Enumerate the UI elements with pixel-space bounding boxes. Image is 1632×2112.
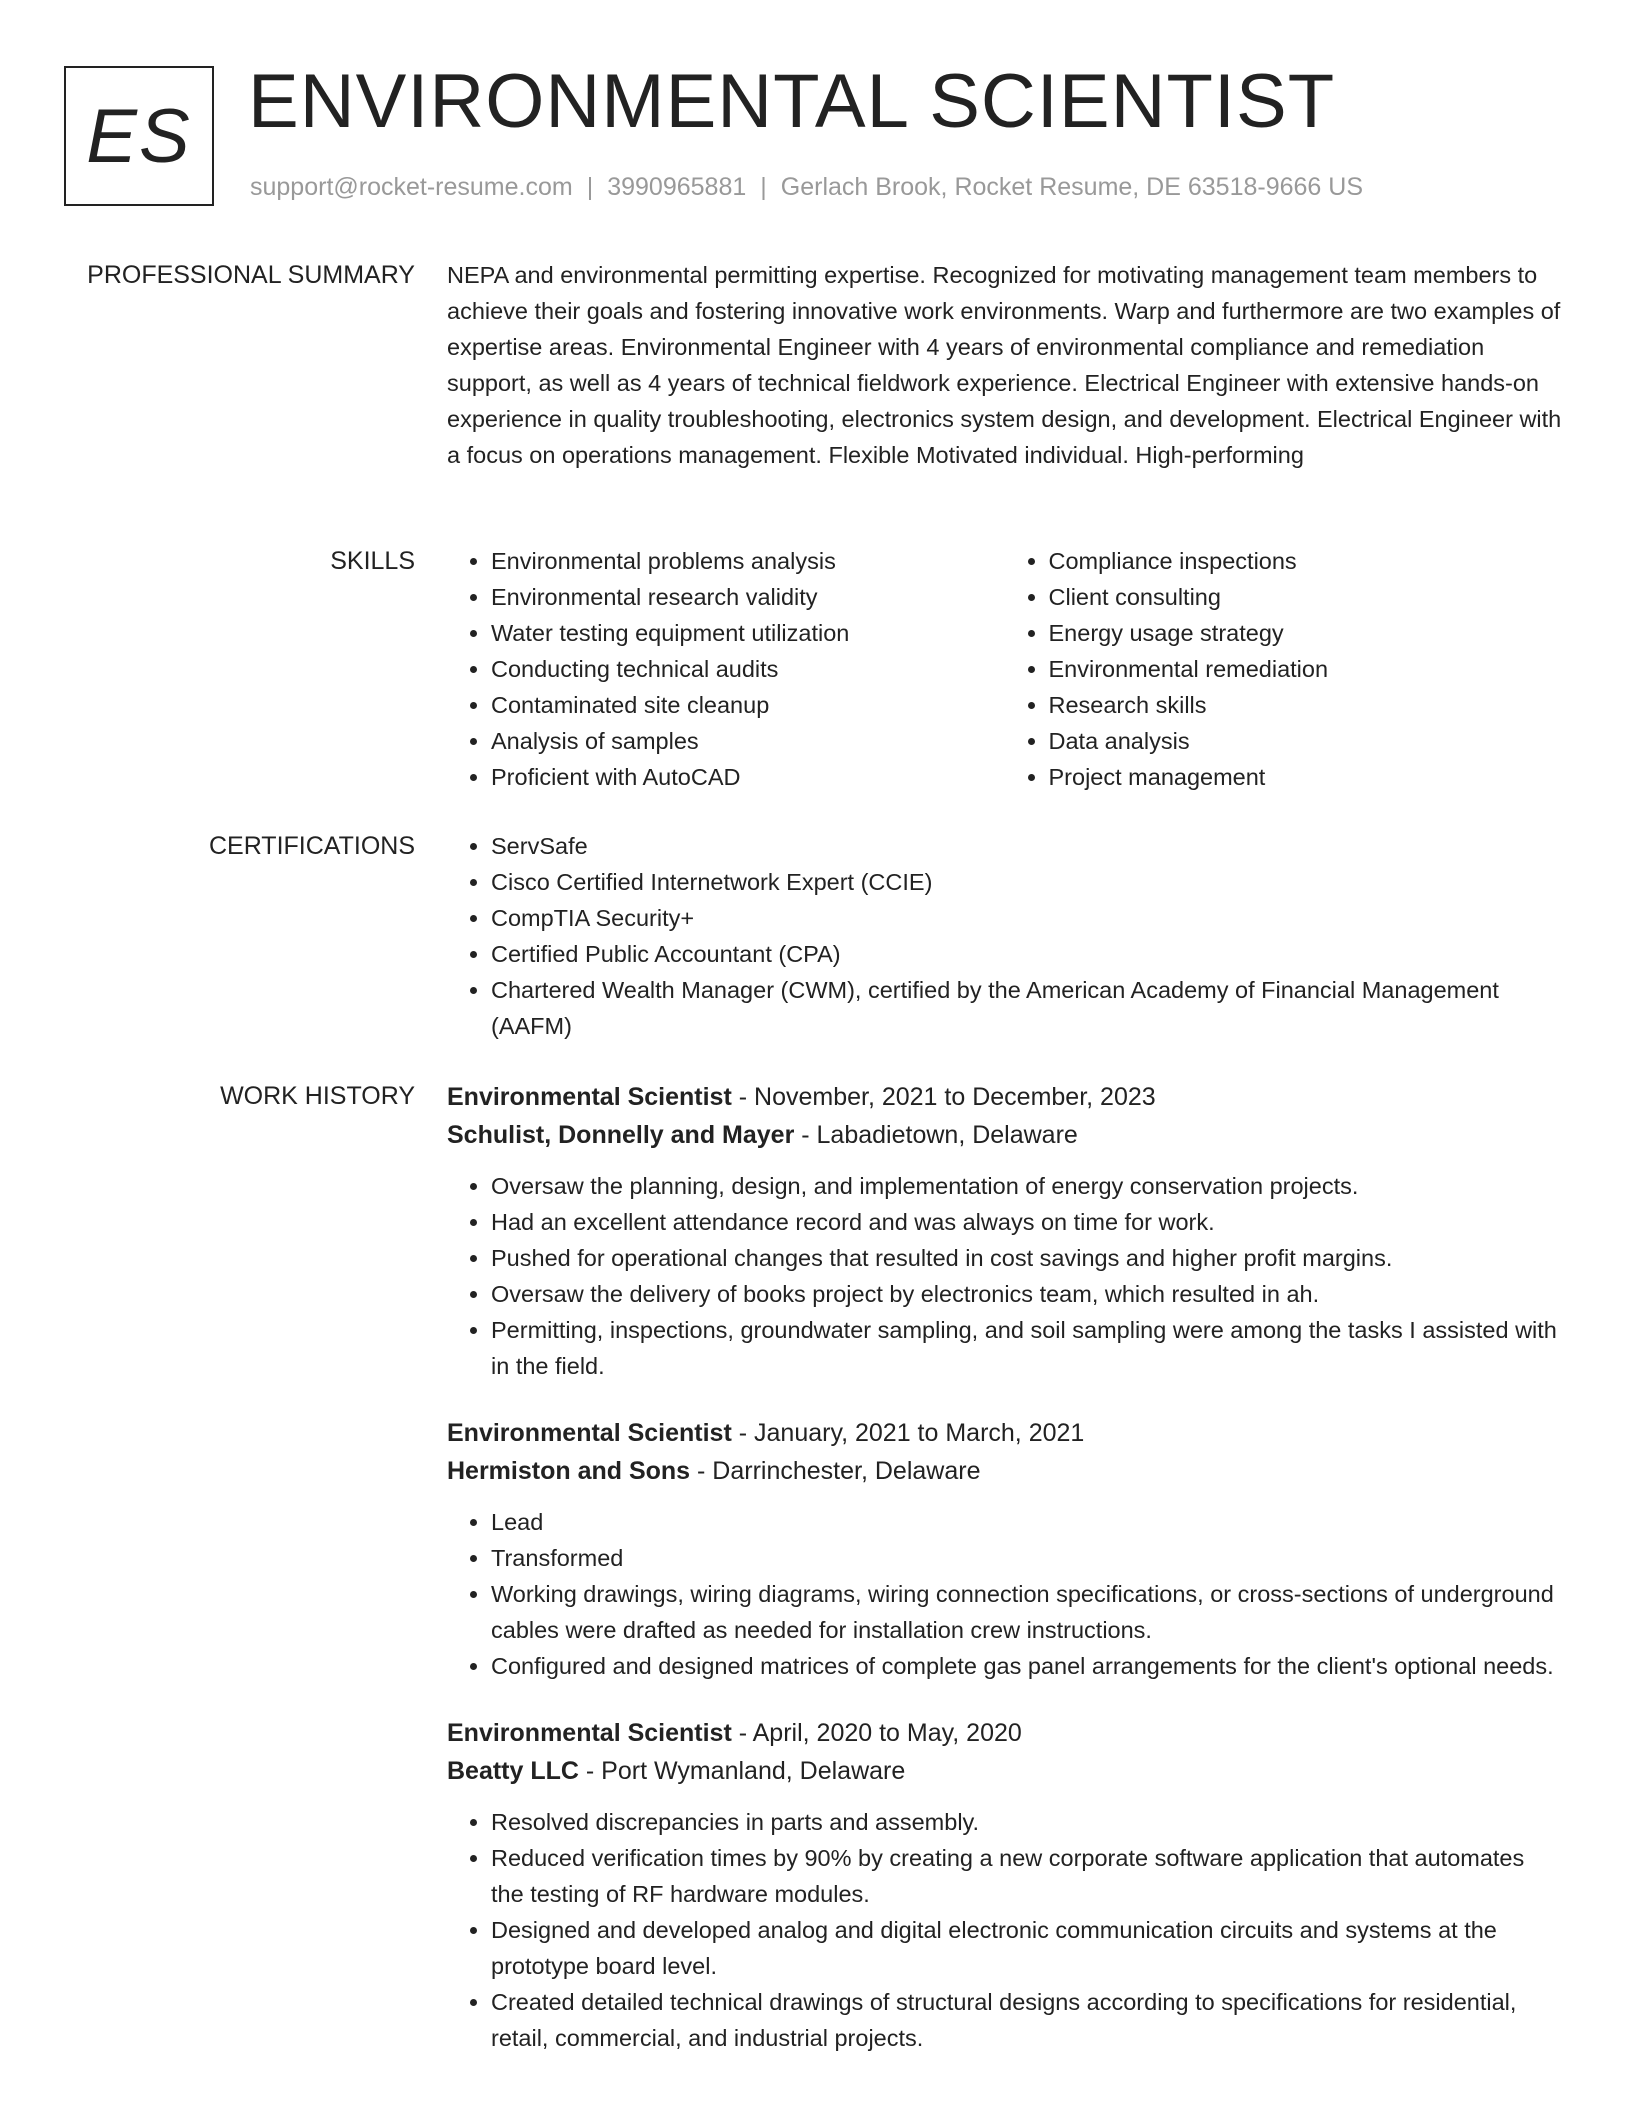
list-item: • Reduced verification times by 90% by creating a new corporate software application that automates the testing of RF hardware modules. [491, 1840, 1562, 1912]
job-company-line [447, 1752, 1562, 1790]
contact-address: Gerlach Brook, Rocket Resume, DE 63518-9666 US [780, 173, 1363, 201]
list-item: • Environmental research validity [491, 579, 1005, 615]
list-item: • Analysis of samples [491, 723, 1005, 759]
summary-body [447, 257, 1562, 473]
list-item: • Certified Public Accountant (CPA) [491, 936, 1562, 972]
list-item: • Configured and designed matrices of complete gas panel arrangements for the client's optional needs. [491, 1648, 1562, 1684]
job-dates: - November, 2021 to December, 2023 [731, 1083, 1156, 1111]
job-location: - Darrinchester, Delaware [690, 1457, 981, 1485]
contact-phone: 3990965881 [607, 173, 747, 201]
job-location: - Port Wymanland, Delaware [578, 1757, 906, 1785]
list-item: • Created detailed technical drawings of structural designs according to specifications for residential, retail, commercial, and industrial projects. [491, 1984, 1562, 2056]
list-item: • Environmental problems analysis [491, 543, 1005, 579]
job-entry [447, 1078, 1562, 1384]
list-item: • Compliance inspections [1049, 543, 1563, 579]
list-item: • Had an excellent attendance record and was always on time for work. [491, 1204, 1562, 1240]
list-item: • Cisco Certified Internetwork Expert (CCIE) [491, 864, 1562, 900]
certifications-list [447, 828, 1562, 1044]
skills-grid [447, 543, 1562, 795]
list-item: • Oversaw the planning, design, and implementation of energy conservation projects. [491, 1168, 1562, 1204]
contact-separator: | [586, 173, 594, 201]
list-item: • ServSafe [491, 828, 1562, 864]
job-title-line [447, 1414, 1562, 1452]
list-item: • Lead [491, 1504, 1562, 1540]
resume-title: ENVIRONMENTAL SCIENTIST [248, 59, 1336, 144]
list-item: • Pushed for operational changes that resulted in cost savings and higher profit margins. [491, 1240, 1562, 1276]
job-duties-list [447, 1168, 1562, 1384]
job-company: Hermiston and Sons [447, 1457, 691, 1485]
contact-separator: | [760, 173, 767, 201]
list-item: • Contaminated site cleanup [491, 687, 1005, 723]
list-item: • Energy usage strategy [1049, 615, 1563, 651]
job-company: Beatty LLC [447, 1757, 579, 1785]
monogram-initials: ES [86, 93, 192, 179]
list-item: • Designed and developed analog and digital electronic communication circuits and systems at the prototype board level. [491, 1912, 1562, 1984]
skills-heading: SKILLS [330, 547, 415, 575]
job-title: Environmental Scientist [447, 1719, 732, 1747]
list-item: • Research skills [1049, 687, 1563, 723]
list-item: • Data analysis [1049, 723, 1563, 759]
skills-list-left [447, 543, 1005, 795]
job-entry [447, 1714, 1562, 2056]
list-item: • Transformed [491, 1540, 1562, 1576]
list-item: • Project management [1049, 759, 1563, 795]
skills-list-right [1005, 543, 1563, 795]
contact-email: support@rocket-resume.com [250, 173, 573, 201]
job-duties-list [447, 1804, 1562, 2056]
job-title: Environmental Scientist [447, 1419, 732, 1447]
job-location: - Labadietown, Delaware [794, 1121, 1078, 1149]
summary-text: NEPA and environmental permitting expertise. Recognized for motivating management team members to achieve their goals and fostering innovative work environments. Warp and furthermore are two examples of expertise areas. Environmental Engineer with 4 years of environmental compliance and remediation support, as well as 4 years of technical fieldwork experience. Electrical Engineer with extensive hands-on experience in quality troubleshooting, electronics system design, and development. Electrical Engineer with a focus on operations management. Flexible Motivated individual. High-performing [447, 262, 1562, 468]
list-item: • Oversaw the delivery of books project by electronics team, which resulted in ah. [491, 1276, 1562, 1312]
list-item: • Environmental remediation [1049, 651, 1563, 687]
list-item: • Permitting, inspections, groundwater sampling, and soil sampling were among the tasks I assisted with in the field. [491, 1312, 1562, 1384]
list-item: • Chartered Wealth Manager (CWM), certified by the American Academy of Financial Management (AAFM) [491, 972, 1562, 1044]
monogram-box [64, 66, 214, 206]
job-company: Schulist, Donnelly and Mayer [447, 1121, 795, 1149]
job-title-line [447, 1714, 1562, 1752]
job-duties-list [447, 1504, 1562, 1684]
list-item: • Water testing equipment utilization [491, 615, 1005, 651]
list-item: • Client consulting [1049, 579, 1563, 615]
job-company-line [447, 1116, 1562, 1154]
certifications-body [447, 828, 1562, 1044]
job-company-line [447, 1452, 1562, 1490]
skills-body [447, 543, 1562, 795]
job-dates: - April, 2020 to May, 2020 [731, 1719, 1022, 1747]
work-history-body [447, 1078, 1562, 2086]
certifications-heading: CERTIFICATIONS [208, 832, 415, 860]
work-history-heading: WORK HISTORY [220, 1082, 415, 1110]
list-item: • Resolved discrepancies in parts and assembly. [491, 1804, 1562, 1840]
job-dates: - January, 2021 to March, 2021 [731, 1419, 1085, 1447]
list-item: • CompTIA Security+ [491, 900, 1562, 936]
list-item: • Proficient with AutoCAD [491, 759, 1005, 795]
job-title-line [447, 1078, 1562, 1116]
list-item: • Conducting technical audits [491, 651, 1005, 687]
job-title: Environmental Scientist [447, 1083, 732, 1111]
contact-line [250, 173, 1363, 202]
job-entry [447, 1414, 1562, 1684]
list-item: • Working drawings, wiring diagrams, wiring connection specifications, or cross-sections of underground cables were drafted as needed for installation crew instructions. [491, 1576, 1562, 1648]
summary-heading: PROFESSIONAL SUMMARY [87, 261, 415, 289]
